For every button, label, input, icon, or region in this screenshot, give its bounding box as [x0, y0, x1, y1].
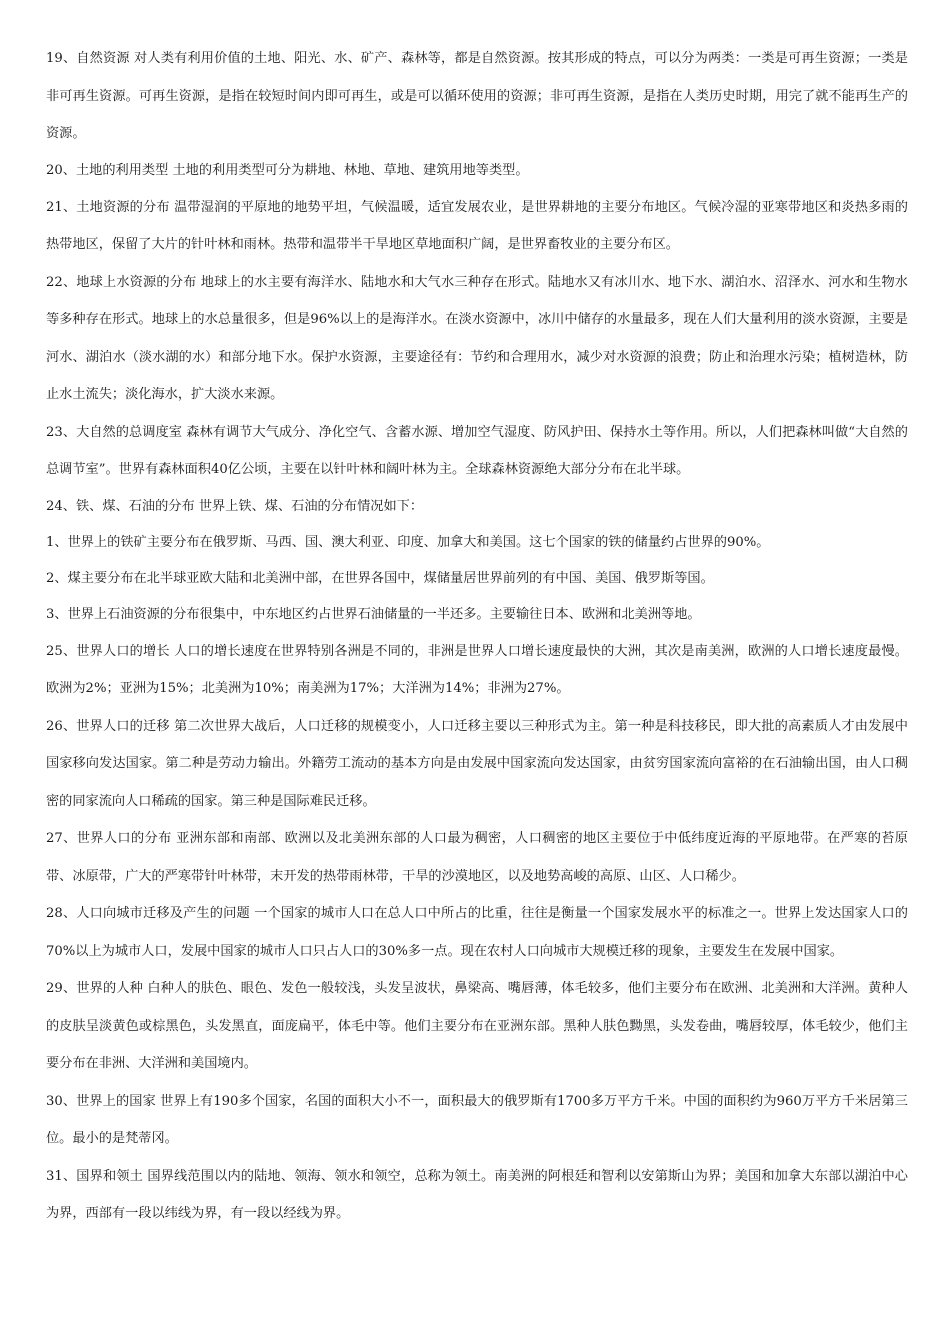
paragraph-24-item-2-coal: 2、煤主要分布在北半球亚欧大陆和北美洲中部，在世界各国中，煤储量居世界前列的有中国、美国、俄罗斯等国。 — [46, 570, 714, 586]
paragraph-24-item-1-iron: 1、世界上的铁矿主要分布在俄罗斯、马西、国、澳大利亚、印度、加拿大和美国。这七个国家的铁的储量约占世界的90%。 — [46, 534, 770, 550]
paragraph-24-iron-coal-oil: 24、铁、煤、石油的分布 世界上铁、煤、石油的分布情况如下： — [46, 498, 424, 514]
paragraph-30-countries: 30、世界上的国家 世界上有190多个国家，名国的面积大小不一，面积最大的俄罗斯有1700多万平方千米。中国的面积约为960万平方千米居第三位。最小的是梵蒂冈。 — [46, 1093, 908, 1146]
paragraph-31-borders-territory: 31、国界和领土 国界线范围以内的陆地、领海、领水和领空，总称为领土。南美洲的阿根廷和智利以安第斯山为界；美国和加拿大东部以湖泊中心为界，西部有一段以纬线为界，有一段以经线为界。 — [46, 1168, 908, 1221]
paragraph-23-forest: 23、大自然的总调度室 森林有调节大气成分、净化空气、含蓄水源、增加空气湿度、防风护田、保持水土等作用。所以，人们把森林叫做“大自然的总调节室”。世界有森林面积40亿公顷，主要在以针叶林和阔叶林为主。全球森林资源绝大部分分布在北半球。 — [46, 424, 908, 477]
paragraph-28-urbanization: 28、人口向城市迁移及产生的问题 一个国家的城市人口在总人口中所占的比重，往往是衡量一个国家发展水平的标准之一。世界上发达国家人口的70%以上为城市人口，发展中国家的城市人口只占人口的30%多一点。现在农村人口向城市大规模迁移的现象，主要发生在发展中国家。 — [46, 906, 908, 959]
paragraph-21-land-resource-distribution: 21、土地资源的分布 温带湿润的平原地的地势平坦，气候温暖，适宜发展农业，是世界耕地的主要分布地区。气候冷湿的亚寒带地区和炎热多雨的热带地区，保留了大片的针叶林和雨林。热带和温带半干旱地区草地面积广阔，是世界畜牧业的主要分布区。 — [46, 199, 908, 252]
paragraph-25-population-growth: 25、世界人口的增长 人口的增长速度在世界特别各洲是不同的，非洲是世界人口增长速度最快的大洲，其次是南美洲，欧洲的人口增长速度最慢。欧洲为2%；亚洲为15%；北美洲为10%；南美洲为17%；大洋洲为14%；非洲为27%。 — [46, 643, 908, 696]
paragraph-24-item-3-oil: 3、世界上石油资源的分布很集中，中东地区约占世界石油储量的一半还多。主要输往日本、欧洲和北美洲等地。 — [46, 606, 701, 622]
paragraph-20-land-use-types: 20、土地的利用类型 土地的利用类型可分为耕地、林地、草地、建筑用地等类型。 — [46, 162, 529, 178]
document-body — [46, 40, 908, 1233]
paragraph-29-human-races: 29、世界的人种 白种人的肤色、眼色、发色一般较浅，头发呈波状，鼻梁高、嘴唇薄，体毛较多，他们主要分布在欧洲、北美洲和大洋洲。黄种人的皮肤呈淡黄色或棕黑色，头发黑直，面庞扁平，体毛中等。他们主要分布在亚洲东部。黑种人肤色黝黑，头发卷曲，嘴唇较厚，体毛较少，他们主要分布在非洲、大洋洲和美国境内。 — [46, 981, 908, 1071]
paragraph-22-water-resource-distribution: 22、地球上水资源的分布 地球上的水主要有海洋水、陆地水和大气水三种存在形式。陆地水又有冰川水、地下水、湖泊水、沼泽水、河水和生物水等多种存在形式。地球上的水总量很多，但是96%以上的是海洋水。在淡水资源中，冰川中储存的水量最多，现在人们大量利用的淡水资源，主要是河水、湖泊水（淡水湖的水）和部分地下水。保护水资源，主要途径有：节约和合理用水，减少对水资源的浪费；防止和治理水污染；植树造林，防止水土流失；淡化海水，扩大淡水来源。 — [46, 274, 908, 402]
paragraph-19-natural-resources: 19、自然资源 对人类有利用价值的土地、阳光、水、矿产、森林等，都是自然资源。按其形成的特点，可以分为两类：一类是可再生资源；一类是非可再生资源。可再生资源，是指在较短时间内即可再生，或是可以循环使用的资源；非可再生资源，是指在人类历史时期，用完了就不能再生产的资源。 — [46, 51, 908, 141]
paragraph-27-population-distribution: 27、世界人口的分布 亚洲东部和南部、欧洲以及北美洲东部的人口最为稠密，人口稠密的地区主要位于中低纬度近海的平原地带。在严寒的苔原带、冰原带，广大的严寒带针叶林带，末开发的热带雨林带，干旱的沙漠地区，以及地势高峻的高原、山区、人口稀少。 — [46, 831, 908, 884]
paragraph-26-population-migration: 26、世界人口的迁移 第二次世界大战后，人口迁移的规模变小，人口迁移主要以三种形式为主。第一种是科技移民，即大批的高素质人才由发展中国家移向发达国家。第二种是劳动力输出。外籍劳工流动的基本方向是由发展中国家流向发达国家，由贫穷国家流向富裕的在石油输出国，由人口稠密的同家流向人口稀疏的国家。第三种是国际难民迁移。 — [46, 718, 908, 809]
